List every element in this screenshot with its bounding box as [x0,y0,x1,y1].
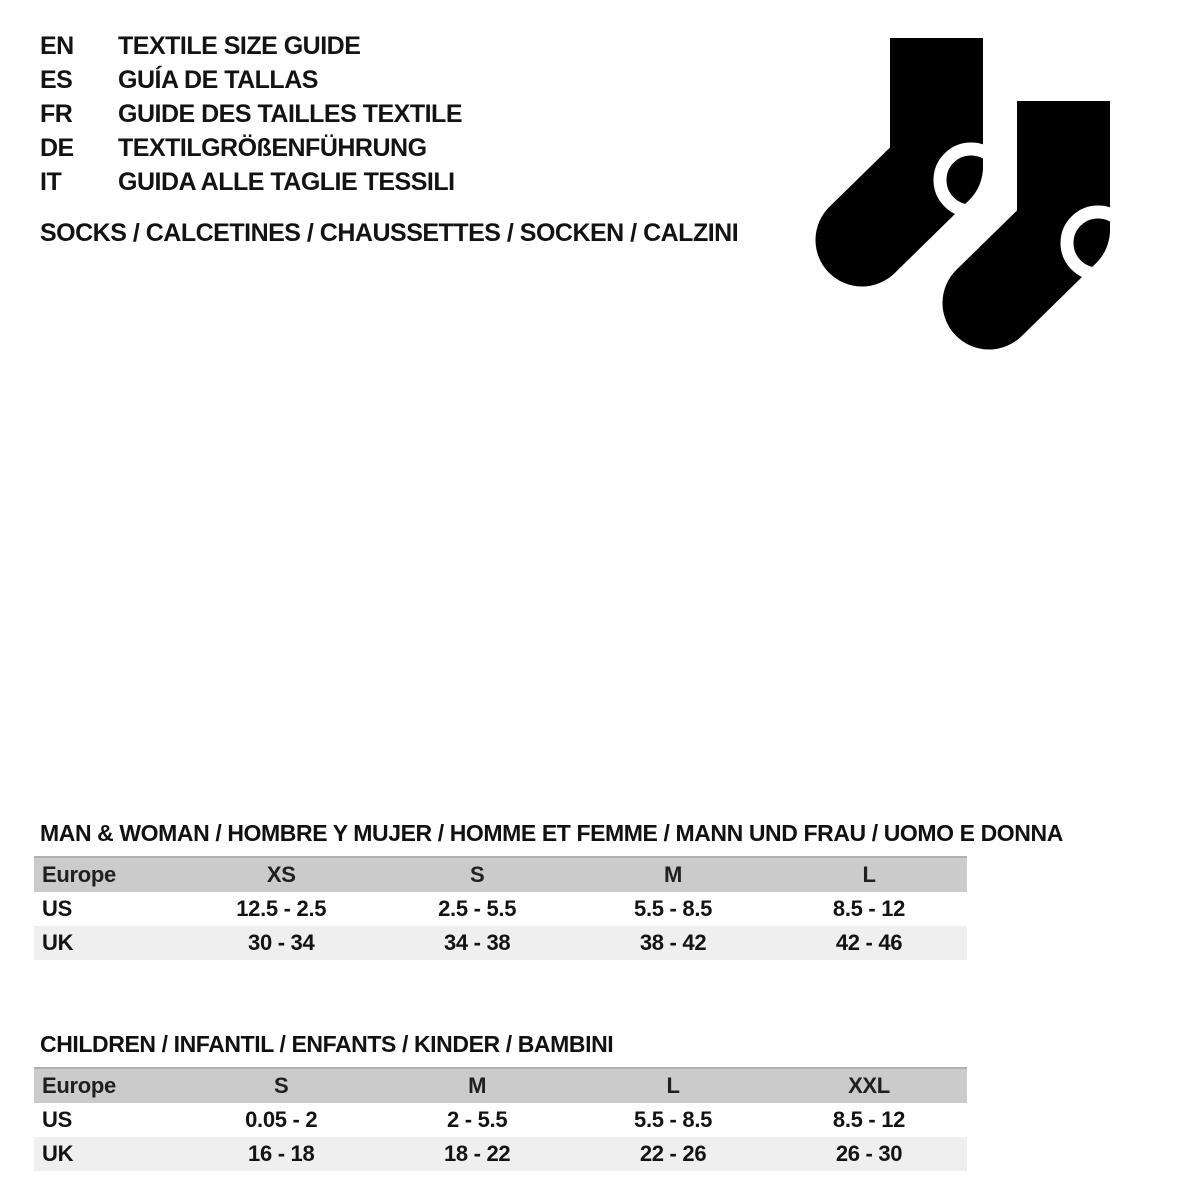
size-value: 26 - 30 [835,1141,903,1166]
column-header-size: XS [266,862,296,887]
product-category-title: SOCKS / CALCETINES / CHAUSSETTES / SOCKEN / CALZINI [40,219,739,247]
size-table-adults [34,820,1063,960]
column-header-size: M [664,862,683,887]
language-title-list [40,29,462,199]
size-value: 8.5 - 12 [832,896,906,921]
column-header-size: L [862,862,876,887]
size-table-children [34,1031,967,1171]
guide-title-fr: GUIDE DES TAILLES TEXTILE [118,100,463,128]
table-header-row [34,857,967,892]
guide-title-it: GUIDA ALLE TAGLIE TESSILI [118,168,455,196]
socks-icon-strokes [862,38,1064,303]
column-header-size: L [666,1073,680,1098]
row-label: UK [42,1141,74,1166]
size-value: 5.5 - 8.5 [634,896,713,921]
language-code: DE [40,134,74,162]
size-value: 38 - 42 [639,930,707,955]
size-value: 12.5 - 2.5 [236,896,327,921]
row-label: UK [42,930,74,955]
size-value: 18 - 22 [443,1141,511,1166]
size-value: 0.05 - 2 [245,1107,318,1132]
size-value: 5.5 - 8.5 [634,1107,713,1132]
column-header-size: XXL [848,1073,890,1098]
size-table-children-grid [34,1067,967,1171]
column-header-region: Europe [42,862,116,887]
guide-title-es: GUÍA DE TALLAS [118,66,318,94]
language-code: IT [40,168,62,196]
size-value: 34 - 38 [443,930,511,955]
size-value: 30 - 34 [248,930,315,955]
column-header-region: Europe [42,1073,116,1098]
guide-title-de: TEXTILGRÖßENFÜHRUNG [118,134,427,162]
size-value: 16 - 18 [248,1141,315,1166]
language-row-es [40,63,462,97]
column-header-size: M [468,1073,487,1098]
row-label: US [42,896,72,921]
socks-icon [810,25,1150,358]
size-value: 8.5 - 12 [832,1107,906,1132]
size-value: 2 - 5.5 [447,1107,508,1132]
size-table-children-title: CHILDREN / INFANTIL / ENFANTS / KINDER / BAMBINI [40,1031,614,1057]
size-table-adults-grid [34,856,967,960]
size-value: 42 - 46 [835,930,903,955]
table-header-row [34,1068,967,1103]
language-row-fr [40,97,462,131]
language-code: FR [40,100,73,128]
table-row-uk [34,1137,967,1171]
table-row-us [34,892,967,926]
guide-title-en: TEXTILE SIZE GUIDE [118,32,361,60]
size-table-adults-title: MAN & WOMAN / HOMBRE Y MUJER / HOMME ET FEMME / MANN UND FRAU / UOMO E DONNA [40,820,1063,846]
row-label: US [42,1107,72,1132]
language-row-de [40,131,462,165]
language-row-it [40,165,462,199]
table-row-us [34,1103,967,1137]
column-header-size: S [274,1073,289,1098]
language-row-en [40,29,462,63]
size-value: 2.5 - 5.5 [438,896,517,921]
table-row-uk [34,926,967,960]
column-header-size: S [469,862,485,887]
language-code: ES [40,66,73,94]
language-code: EN [40,32,74,60]
size-value: 22 - 26 [639,1141,707,1166]
